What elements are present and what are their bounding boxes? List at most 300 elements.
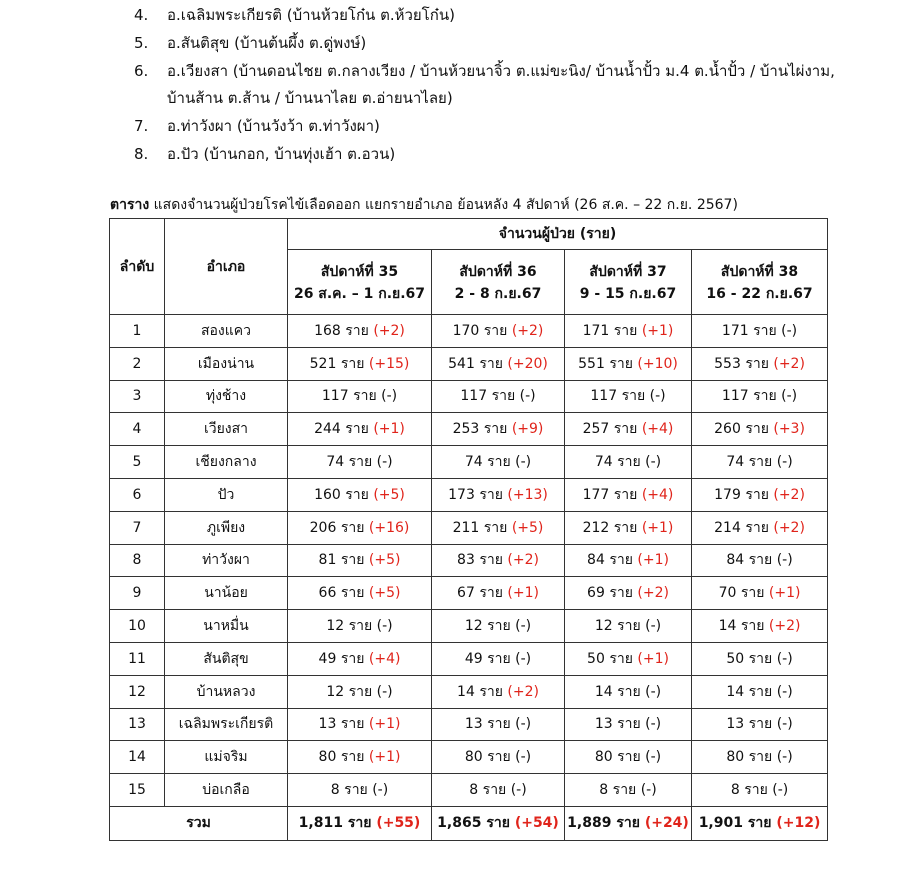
week-value [565, 774, 692, 807]
week-value [288, 380, 432, 413]
case-count: 257 [582, 421, 610, 438]
weekly-change: (-) [645, 454, 662, 471]
unit-label: ราย [748, 683, 773, 700]
week-value [692, 544, 828, 577]
list-item [134, 113, 874, 140]
district-name: เมืองน่าน [165, 347, 288, 380]
weekly-change: (+1) [637, 552, 669, 569]
week-value [692, 380, 828, 413]
week-value [288, 577, 432, 610]
table-row [110, 413, 828, 446]
row-number: 5 [110, 446, 165, 479]
weekly-change: (-) [515, 618, 532, 635]
weekly-change: (+1) [368, 716, 401, 733]
case-count: 50 [726, 650, 745, 667]
case-count: 8 [599, 782, 609, 799]
unit-label: ราย [487, 454, 511, 471]
district-name: เชียงกลาง [165, 446, 288, 479]
week-value [288, 642, 432, 675]
case-count: 8 [469, 782, 479, 799]
weekly-change: (+16) [368, 519, 410, 536]
row-number: 2 [110, 347, 165, 380]
district-name: สองแคว [165, 315, 288, 348]
total-value [692, 806, 828, 840]
week-value [692, 642, 828, 675]
case-count: 49 [464, 650, 483, 667]
weekly-change: (-) [776, 683, 793, 700]
list-number: 7. [134, 117, 149, 135]
case-count: 212 [582, 519, 610, 536]
case-count: 12 [464, 618, 483, 635]
row-number: 3 [110, 380, 165, 413]
case-count: 260 [714, 421, 741, 438]
table-row [110, 610, 828, 643]
unit-label: ราย [609, 355, 633, 372]
list-text-continued: บ้านส้าน ต.ส้าน / บ้านนาไลย ต.อ่ายนาไลย) [167, 89, 453, 107]
unit-label: ราย [748, 749, 773, 766]
case-count: 14 [457, 683, 475, 700]
week-value [432, 642, 565, 675]
table-row [110, 642, 828, 675]
district-name: นาน้อย [165, 577, 288, 610]
weekly-change: (+1) [641, 322, 674, 339]
district-name: บ่อเกลือ [165, 774, 288, 807]
week-value [565, 741, 692, 774]
unit-label: ราย [483, 322, 508, 339]
list-number: 6. [134, 62, 149, 80]
weekly-change: (-) [645, 716, 662, 733]
week-value [288, 478, 432, 511]
table-row [110, 675, 828, 708]
table-row [110, 708, 828, 741]
weekly-change: (+5) [511, 519, 544, 536]
week-value [565, 478, 692, 511]
table-row [110, 446, 828, 479]
week-header [288, 250, 432, 315]
weekly-change: (+4) [641, 486, 674, 503]
list-text: อ.ปัว (บ้านกอก, บ้านทุ่งเฮ้า ต.อวน) [167, 145, 396, 163]
district-name: แม่จริม [165, 741, 288, 774]
unit-label: ราย [740, 618, 765, 635]
weekly-change: (-) [649, 388, 666, 405]
weekly-change: (-) [776, 749, 793, 766]
week-value [692, 610, 828, 643]
unit-label: ราย [609, 552, 633, 569]
weekly-change: (-) [376, 454, 393, 471]
week-value [692, 315, 828, 348]
weekly-change: (-) [640, 782, 657, 799]
week-value [432, 478, 565, 511]
table-row [110, 347, 828, 380]
table-row [110, 511, 828, 544]
unit-label: ราย [745, 486, 769, 503]
unit-label: ราย [748, 454, 773, 471]
village-list [134, 2, 874, 168]
weekly-change: (-) [376, 618, 393, 635]
unit-label: ราย [617, 683, 641, 700]
week-value [692, 511, 828, 544]
case-count: 50 [587, 650, 605, 667]
weekly-change: (-) [781, 322, 798, 339]
case-count: 14 [594, 683, 613, 700]
case-count: 1,889 [567, 815, 612, 832]
week-value [432, 446, 565, 479]
weekly-change: (+24) [644, 815, 689, 832]
case-count: 74 [726, 454, 745, 471]
row-number: 4 [110, 413, 165, 446]
unit-label: ราย [745, 355, 769, 372]
week-value [288, 544, 432, 577]
case-count: 84 [587, 552, 605, 569]
list-item [134, 141, 874, 168]
week-value [432, 610, 565, 643]
case-count: 12 [326, 683, 345, 700]
unit-label: ราย [745, 421, 769, 438]
weekly-change: (+2) [773, 355, 805, 372]
weekly-change: (+5) [373, 486, 405, 503]
table-row [110, 577, 828, 610]
total-label: รวม [110, 806, 288, 840]
unit-label: ราย [744, 782, 768, 799]
case-count: 49 [318, 650, 337, 667]
week-value [565, 642, 692, 675]
week-value [432, 675, 565, 708]
week-value [565, 446, 692, 479]
week-value [288, 347, 432, 380]
table-row [110, 315, 828, 348]
case-count: 74 [464, 454, 483, 471]
district-name: ปัว [165, 478, 288, 511]
unit-label: ราย [487, 618, 511, 635]
unit-label: ราย [483, 519, 508, 536]
list-text: อ.เวียงสา (บ้านดอนไชย ต.กลางเวียง / บ้านห้วยนาจิ้ว ต.แม่ขะนิง/ บ้านน้ำปั้ว ม.4 ต.น้ำปั้ว / บ้านไผ่งาม, [167, 62, 835, 80]
case-count: 541 [448, 355, 475, 372]
case-count: 12 [594, 618, 613, 635]
week-value [692, 708, 828, 741]
week-value [692, 577, 828, 610]
row-number: 12 [110, 675, 165, 708]
row-number: 6 [110, 478, 165, 511]
table-row [110, 741, 828, 774]
table-row [110, 774, 828, 807]
weekly-change: (-) [772, 782, 789, 799]
case-count: 551 [578, 355, 605, 372]
case-count: 168 [314, 322, 341, 339]
district-name: เฉลิมพระเกียรติ [165, 708, 288, 741]
unit-label: ราย [340, 650, 365, 667]
unit-label: ราย [347, 815, 372, 832]
week-value [692, 741, 828, 774]
total-value [288, 806, 432, 840]
unit-label: ราย [613, 322, 638, 339]
weekly-change: (+1) [637, 650, 669, 667]
unit-label: ราย [740, 585, 765, 602]
case-count: 1,865 [437, 815, 482, 832]
week-value [288, 741, 432, 774]
week-value [432, 511, 565, 544]
week-value [565, 708, 692, 741]
weekly-change: (+2) [507, 552, 539, 569]
week-value [565, 347, 692, 380]
unit-label: ราย [753, 388, 777, 405]
table-caption [110, 194, 738, 216]
weekly-change: (-) [519, 388, 536, 405]
weekly-change: (+2) [507, 683, 539, 700]
list-number: 5. [134, 34, 149, 52]
unit-label: ราย [340, 519, 365, 536]
list-text: อ.ท่าวังผา (บ้านวังว้า ต.ท่าวังผา) [167, 117, 380, 135]
unit-label: ราย [345, 486, 369, 503]
weekly-change: (-) [515, 749, 532, 766]
weekly-change: (+1) [507, 585, 539, 602]
case-count: 80 [464, 749, 483, 766]
unit-label: ราย [340, 355, 365, 372]
case-count: 171 [582, 322, 610, 339]
unit-label: ราย [616, 815, 640, 832]
row-number: 11 [110, 642, 165, 675]
case-count: 170 [452, 322, 480, 339]
case-count: 13 [594, 716, 613, 733]
unit-label: ราย [340, 749, 365, 766]
case-count: 1,811 [298, 815, 343, 832]
unit-label: ราย [748, 650, 773, 667]
district-name: ทุ่งช้าง [165, 380, 288, 413]
unit-label: ราย [479, 585, 503, 602]
district-name: สันติสุข [165, 642, 288, 675]
weekly-change: (+2) [768, 618, 801, 635]
unit-label: ราย [483, 421, 508, 438]
case-count: 13 [464, 716, 483, 733]
weekly-change: (+4) [368, 650, 401, 667]
weekly-change: (+10) [637, 355, 678, 372]
unit-label: ราย [482, 782, 507, 799]
week-value [432, 413, 565, 446]
unit-label: ราย [617, 618, 641, 635]
unit-label: ราย [612, 782, 637, 799]
row-number: 8 [110, 544, 165, 577]
case-count: 70 [718, 585, 737, 602]
case-count: 80 [594, 749, 613, 766]
weekly-change: (-) [645, 749, 662, 766]
case-count: 8 [330, 782, 340, 799]
week-value [288, 774, 432, 807]
district-name: ภูเพียง [165, 511, 288, 544]
list-text: อ.สันติสุข (บ้านต้นผึ้ง ต.ดู่พงษ์) [167, 34, 367, 52]
weekly-change: (-) [372, 782, 389, 799]
unit-label: ราย [348, 683, 373, 700]
unit-label: ราย [747, 815, 772, 832]
weekly-change: (-) [781, 388, 798, 405]
case-count: 69 [587, 585, 605, 602]
week-value [565, 577, 692, 610]
header-order: ลำดับ [110, 219, 165, 315]
case-count: 13 [318, 716, 337, 733]
unit-label: ราย [609, 585, 633, 602]
unit-label: ราย [486, 815, 510, 832]
unit-label: ราย [348, 454, 373, 471]
week-title: สัปดาห์ที่ 36 [459, 264, 537, 280]
row-number: 1 [110, 315, 165, 348]
weekly-change: (+2) [373, 322, 405, 339]
unit-label: ราย [748, 716, 773, 733]
week-value [692, 774, 828, 807]
unit-label: ราย [348, 618, 373, 635]
case-count: 67 [457, 585, 475, 602]
case-count: 8 [730, 782, 740, 799]
week-date-range: 2 - 8 ก.ย.67 [454, 286, 542, 302]
week-title: สัปดาห์ที่ 37 [589, 264, 667, 280]
unit-label: ราย [340, 716, 365, 733]
week-header [432, 250, 565, 315]
week-value [288, 511, 432, 544]
case-count: 117 [321, 388, 349, 405]
unit-label: ราย [753, 322, 777, 339]
weekly-change: (-) [515, 650, 532, 667]
weekly-change: (+3) [773, 421, 805, 438]
row-number: 7 [110, 511, 165, 544]
case-count: 211 [452, 519, 480, 536]
unit-label: ราย [479, 486, 503, 503]
weekly-change: (-) [776, 454, 793, 471]
unit-label: ราย [617, 716, 641, 733]
week-date-range: 26 ส.ค. – 1 ก.ย.67 [293, 286, 426, 302]
case-count: 173 [448, 486, 475, 503]
unit-label: ราย [344, 782, 368, 799]
weekly-change: (-) [776, 552, 793, 569]
week-header [565, 250, 692, 315]
table-row [110, 478, 828, 511]
case-count: 1,901 [698, 815, 743, 832]
row-number: 14 [110, 741, 165, 774]
district-name: ท่าวังผา [165, 544, 288, 577]
unit-label: ราย [487, 716, 511, 733]
caption-label: ตาราง [110, 197, 150, 213]
table-row [110, 544, 828, 577]
week-value [565, 544, 692, 577]
weekly-change: (+1) [641, 519, 674, 536]
weekly-change: (+1) [373, 421, 405, 438]
row-number: 15 [110, 774, 165, 807]
week-date-range: 9 - 15 ก.ย.67 [579, 286, 677, 302]
unit-label: ราย [487, 650, 511, 667]
unit-label: ราย [345, 421, 369, 438]
week-value [432, 774, 565, 807]
weekly-change: (+2) [773, 519, 805, 536]
unit-label: ราย [613, 486, 638, 503]
week-value [432, 708, 565, 741]
week-title: สัปดาห์ที่ 35 [320, 264, 399, 280]
list-item [134, 30, 874, 57]
week-value [565, 610, 692, 643]
case-count: 12 [326, 618, 345, 635]
dengue-cases-table [109, 218, 828, 841]
district-name: บ้านหลวง [165, 675, 288, 708]
weekly-change: (-) [645, 618, 662, 635]
case-count: 74 [326, 454, 345, 471]
week-value [288, 675, 432, 708]
weekly-change: (+20) [507, 355, 548, 372]
unit-label: ราย [613, 421, 638, 438]
week-value [288, 315, 432, 348]
unit-label: ราย [479, 552, 503, 569]
week-title: สัปดาห์ที่ 38 [720, 264, 799, 280]
unit-label: ราย [340, 585, 365, 602]
header-patient-count: จำนวนผู้ป่วย (ราย) [288, 219, 828, 250]
row-number: 13 [110, 708, 165, 741]
case-count: 66 [318, 585, 337, 602]
week-value [692, 413, 828, 446]
case-count: 80 [726, 749, 745, 766]
weekly-change: (+54) [514, 815, 559, 832]
unit-label: ราย [745, 519, 769, 536]
week-value [565, 511, 692, 544]
unit-label: ราย [621, 388, 646, 405]
table-row [110, 380, 828, 413]
case-count: 13 [726, 716, 745, 733]
weekly-change: (-) [645, 683, 662, 700]
week-value [692, 675, 828, 708]
weekly-change: (+4) [641, 421, 674, 438]
weekly-change: (-) [515, 454, 532, 471]
week-header [692, 250, 828, 315]
week-value [432, 544, 565, 577]
case-count: 179 [714, 486, 741, 503]
caption-text: แสดงจำนวนผู้ป่วยโรคไข้เลือดออก แยกรายอำเภอ ย้อนหลัง 4 สัปดาห์ (26 ส.ค. – 22 ก.ย. 2567) [149, 197, 738, 213]
week-value [565, 380, 692, 413]
case-count: 214 [714, 519, 741, 536]
unit-label: ราย [345, 322, 369, 339]
case-count: 84 [726, 552, 745, 569]
weekly-change: (-) [510, 782, 527, 799]
week-value [692, 478, 828, 511]
case-count: 80 [318, 749, 337, 766]
weekly-change: (+55) [376, 815, 421, 832]
weekly-change: (+13) [507, 486, 548, 503]
unit-label: ราย [353, 388, 377, 405]
list-item [134, 2, 874, 29]
list-text: อ.เฉลิมพระเกียรติ (บ้านห้วยโก๋น ต.ห้วยโก๋น) [167, 6, 455, 24]
week-value [288, 610, 432, 643]
case-count: 117 [460, 388, 488, 405]
unit-label: ราย [609, 650, 633, 667]
case-count: 171 [721, 322, 749, 339]
unit-label: ราย [748, 552, 773, 569]
unit-label: ราย [487, 749, 511, 766]
weekly-change: (+1) [768, 585, 801, 602]
week-value [692, 446, 828, 479]
list-number: 4. [134, 6, 149, 24]
week-value [565, 315, 692, 348]
weekly-change: (-) [776, 716, 793, 733]
week-value [432, 741, 565, 774]
case-count: 74 [594, 454, 613, 471]
case-count: 14 [726, 683, 745, 700]
unit-label: ราย [340, 552, 365, 569]
weekly-change: (+5) [368, 552, 401, 569]
weekly-change: (-) [776, 650, 793, 667]
weekly-change: (-) [376, 683, 393, 700]
weekly-change: (+15) [368, 355, 410, 372]
case-count: 244 [314, 421, 341, 438]
week-value [692, 347, 828, 380]
list-item [134, 58, 874, 112]
week-value [432, 315, 565, 348]
case-count: 83 [457, 552, 475, 569]
unit-label: ราย [491, 388, 516, 405]
week-value [288, 446, 432, 479]
weekly-change: (+5) [368, 585, 401, 602]
unit-label: ราย [617, 749, 641, 766]
